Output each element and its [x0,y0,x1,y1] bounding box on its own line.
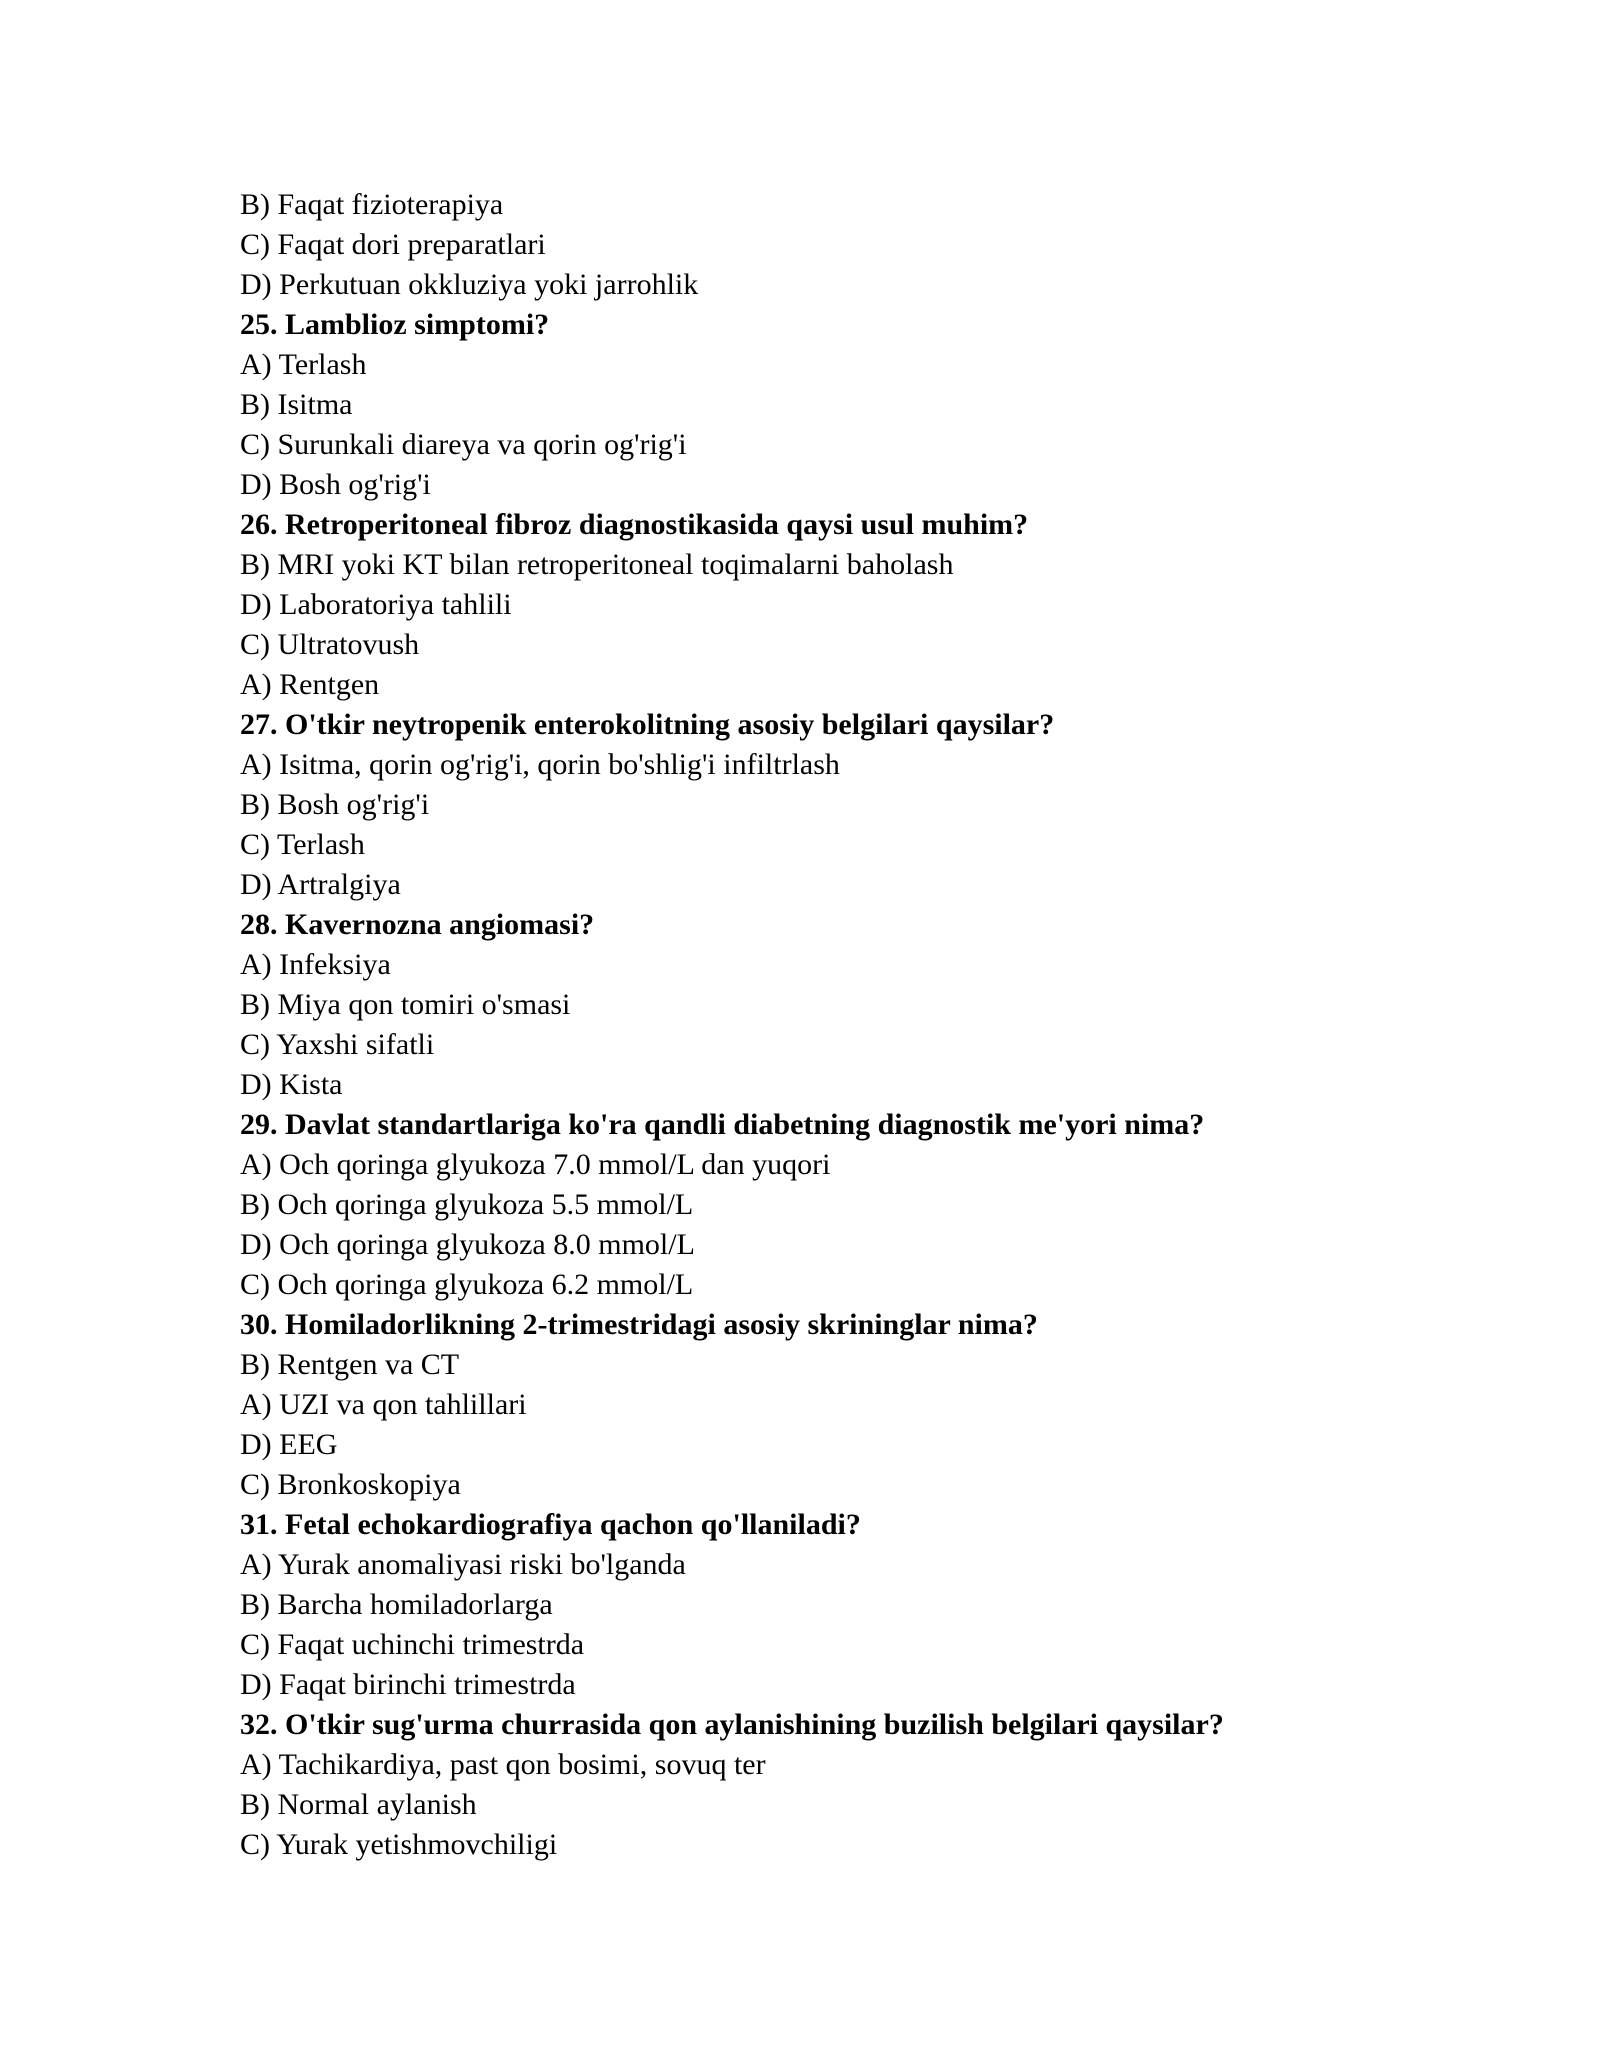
answer-option: D) Artralgiya [240,868,401,901]
answer-option: C) Terlash [240,828,365,861]
answer-option: B) Barcha homiladorlarga [240,1588,553,1621]
answer-option: D) Och qoringa glyukoza 8.0 mmol/L [240,1228,695,1261]
answer-option: D) Laboratoriya tahlili [240,588,512,621]
document-body [240,185,1380,1865]
question-heading: 30. Homiladorlikning 2-trimestridagi asosiy skrininglar nima? [240,1308,1038,1341]
answer-option: C) Yaxshi sifatli [240,1028,435,1061]
answer-option: B) Bosh og'rig'i [240,788,430,821]
answer-option: A) Tachikardiya, past qon bosimi, sovuq ter [240,1748,766,1781]
answer-option: C) Faqat uchinchi trimestrda [240,1628,585,1661]
answer-option: C) Ultratovush [240,628,420,661]
question-heading: 27. O'tkir neytropenik enterokolitning asosiy belgilari qaysilar? [240,708,1055,741]
question-heading: 28. Kavernozna angiomasi? [240,908,595,941]
answer-option: A) Yurak anomaliyasi riski bo'lganda [240,1548,686,1581]
answer-option: B) Isitma [240,388,353,421]
answer-option: C) Surunkali diareya va qorin og'rig'i [240,428,687,461]
answer-option: D) Bosh og'rig'i [240,468,431,501]
answer-option: B) Faqat fizioterapiya [240,188,504,221]
question-heading: 25. Lamblioz simptomi? [240,308,550,341]
answer-option: D) Faqat birinchi trimestrda [240,1668,576,1701]
answer-option: C) Bronkoskopiya [240,1468,461,1501]
answer-option: A) Och qoringa glyukoza 7.0 mmol/L dan yuqori [240,1148,831,1181]
answer-option: B) Rentgen va CT [240,1348,460,1381]
answer-option: D) EEG [240,1428,338,1461]
answer-option: D) Kista [240,1068,343,1101]
answer-option: B) Och qoringa glyukoza 5.5 mmol/L [240,1188,694,1221]
answer-option: D) Perkutuan okkluziya yoki jarrohlik [240,268,699,301]
answer-option: A) Rentgen [240,668,380,701]
answer-option: B) MRI yoki KT bilan retroperitoneal toqimalarni baholash [240,548,954,581]
answer-option: C) Yurak yetishmovchiligi [240,1828,558,1861]
answer-option: A) UZI va qon tahlillari [240,1388,527,1421]
answer-option: B) Normal aylanish [240,1788,477,1821]
question-heading: 26. Retroperitoneal fibroz diagnostikasida qaysi usul muhim? [240,508,1029,541]
answer-option: B) Miya qon tomiri o'smasi [240,988,571,1021]
question-heading: 32. O'tkir sug'urma churrasida qon aylanishining buzilish belgilari qaysilar? [240,1708,1224,1741]
answer-option: A) Isitma, qorin og'rig'i, qorin bo'shlig'i infiltrlash [240,748,840,781]
answer-option: C) Faqat dori preparatlari [240,228,546,261]
question-heading: 29. Davlat standartlariga ko'ra qandli diabetning diagnostik me'yori nima? [240,1108,1205,1141]
answer-option: C) Och qoringa glyukoza 6.2 mmol/L [240,1268,694,1301]
answer-option: A) Infeksiya [240,948,391,981]
question-heading: 31. Fetal echokardiografiya qachon qo'llaniladi? [240,1508,861,1541]
answer-option: A) Terlash [240,348,367,381]
